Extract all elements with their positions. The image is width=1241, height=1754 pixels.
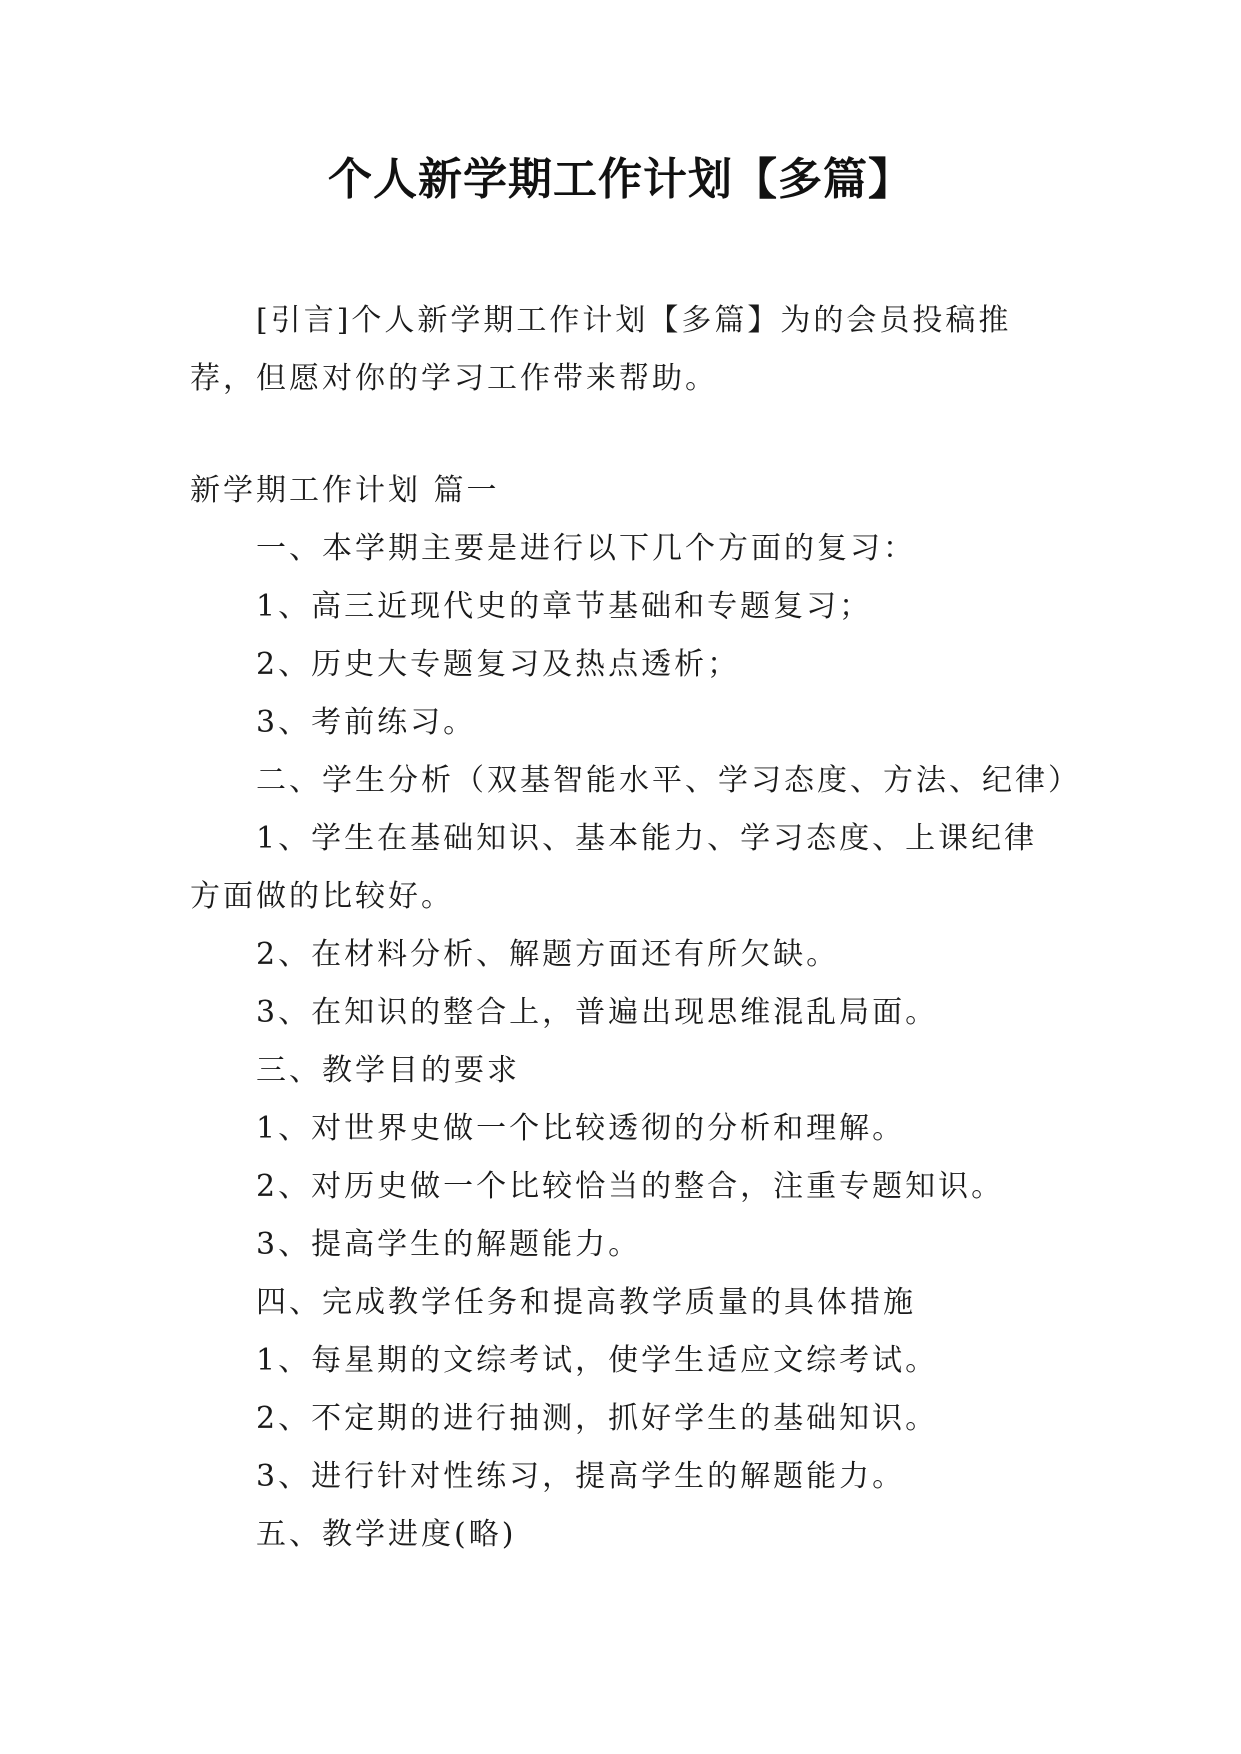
list-item: 2、在材料分析、解题方面还有所欠缺。 [256, 937, 840, 972]
heading-teaching-goals: 三、教学目的要求 [256, 1053, 520, 1088]
list-item: 1、对世界史做一个比较透彻的分析和理解。 [256, 1111, 906, 1146]
document-title: 个人新学期工作计划【多篇】 [328, 154, 913, 205]
list-item: 3、进行针对性练习，提高学生的解题能力。 [256, 1459, 906, 1494]
list-item: 3、在知识的整合上，普遍出现思维混乱局面。 [256, 995, 939, 1030]
intro-paragraph: [引言]个人新学期工作计划【多篇】为的会员投稿推荐，但愿对你的学习工作带来帮助。 [190, 303, 1012, 396]
list-item: 1、高三近现代史的章节基础和专题复习； [256, 589, 873, 624]
list-item: 3、提高学生的解题能力。 [256, 1227, 642, 1262]
list-item: 1、学生在基础知识、基本能力、学习态度、上课纪律方面做的比较好。 [190, 821, 1038, 914]
list-item: 2、对历史做一个比较恰当的整合，注重专题知识。 [256, 1169, 1005, 1204]
plan-section [190, 462, 1081, 1564]
heading-student-analysis: 二、学生分析（双基智能水平、学习态度、方法、纪律） [256, 763, 1081, 798]
list-item: 1、每星期的文综考试，使学生适应文综考试。 [256, 1343, 939, 1378]
list-item: 3、考前练习。 [256, 705, 477, 740]
heading-review-aspects: 一、本学期主要是进行以下几个方面的复习： [256, 531, 916, 566]
list-item: 2、历史大专题复习及热点透析； [256, 647, 741, 682]
list-item: 2、不定期的进行抽测，抓好学生的基础知识。 [256, 1401, 939, 1436]
heading-measures: 四、完成教学任务和提高教学质量的具体措施 [256, 1285, 916, 1320]
section-heading: 新学期工作计划 篇一 [190, 473, 500, 508]
heading-teaching-progress: 五、教学进度(略) [256, 1517, 517, 1552]
